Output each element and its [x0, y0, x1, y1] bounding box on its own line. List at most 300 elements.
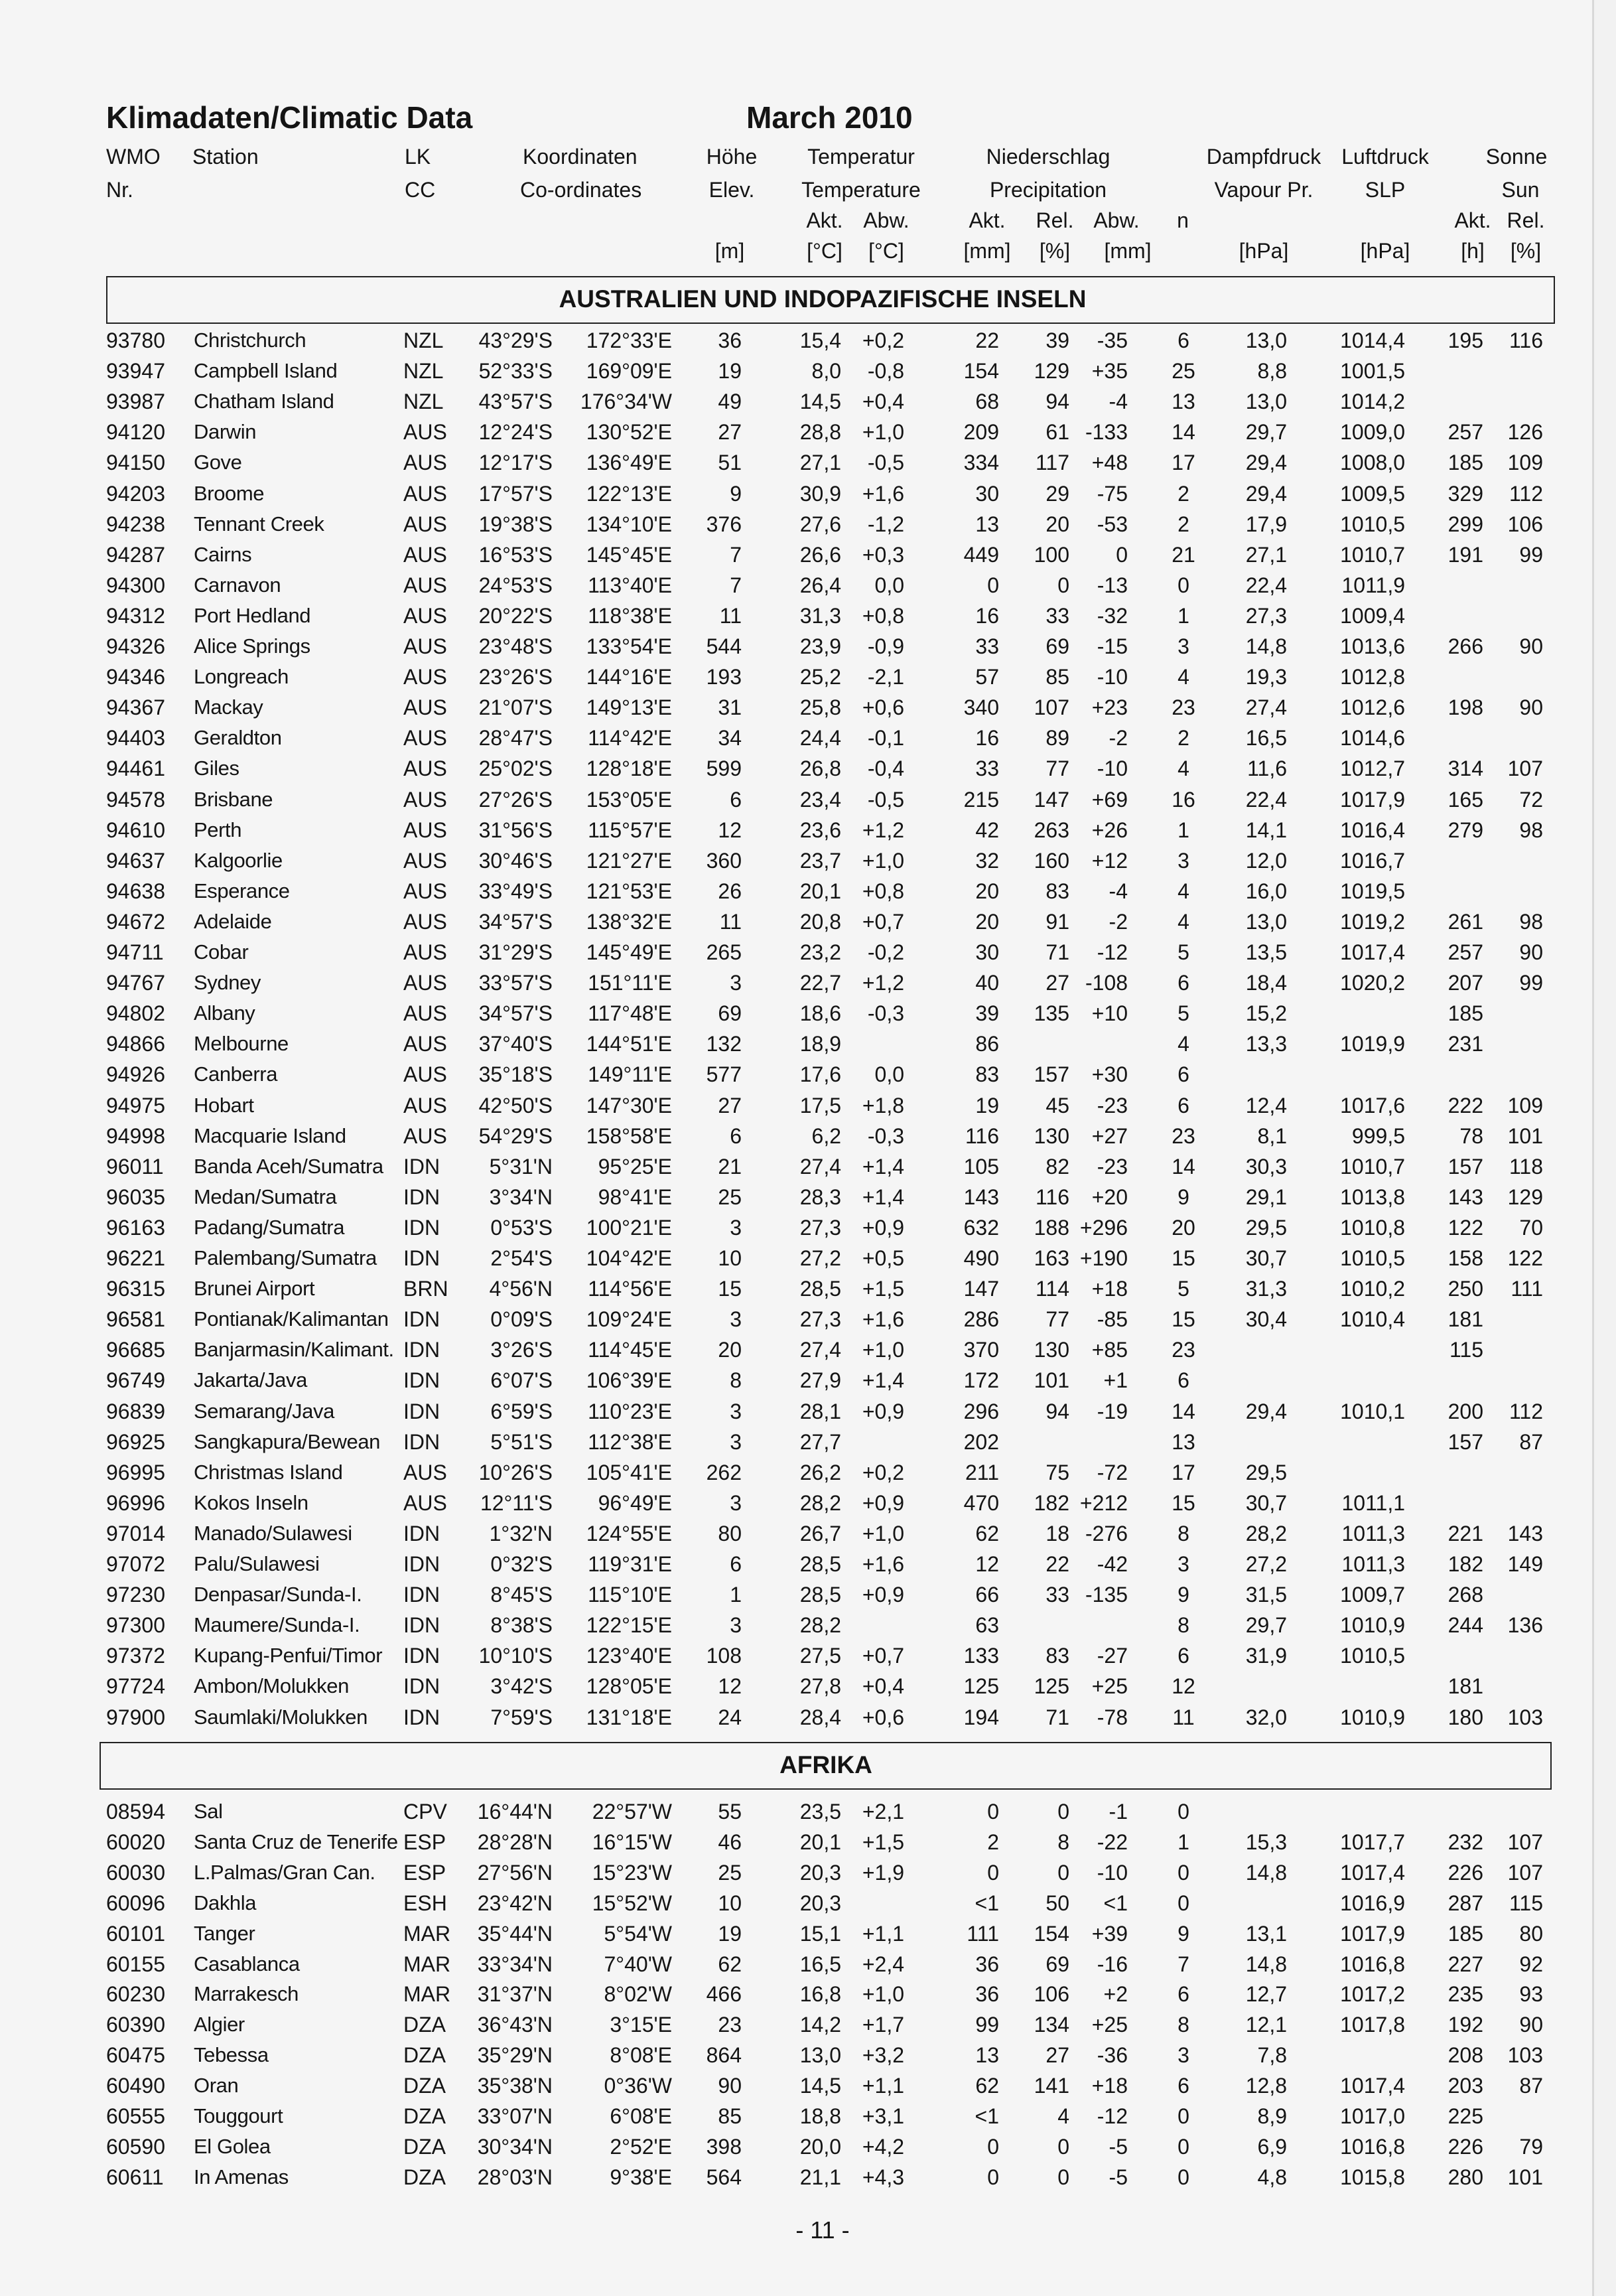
table-cell: Pontianak/Kalimantan — [194, 1307, 389, 1331]
table-cell: 28,3 — [799, 1184, 841, 1209]
table-cell: 17,6 — [799, 1062, 841, 1087]
table-cell: 27,5 — [799, 1644, 841, 1668]
table-cell: 3 — [730, 1215, 742, 1240]
table-cell: 1014,2 — [1340, 390, 1405, 414]
table-cell: 26 — [718, 879, 742, 903]
table-cell: 91 — [1045, 909, 1069, 934]
table-cell: 0°32'S — [490, 1552, 553, 1576]
table-cell: 35°38'N — [477, 2074, 553, 2098]
table-cell: 8,8 — [1257, 359, 1287, 384]
table-cell: 18,4 — [1245, 971, 1287, 995]
table-cell: AUS — [403, 1460, 447, 1484]
table-cell: Touggourt — [194, 2104, 283, 2127]
table-cell: Brisbane — [194, 787, 273, 811]
table-cell: 4 — [1057, 2104, 1069, 2128]
table-cell: 8 — [730, 1368, 742, 1393]
table-row — [0, 417, 1616, 447]
table-cell: Kokos Inseln — [194, 1490, 308, 1514]
table-cell: 157 — [1034, 1062, 1069, 1087]
table-cell: 29,7 — [1245, 1613, 1287, 1638]
table-cell: 128°18'E — [586, 756, 672, 781]
table-cell: 60611 — [106, 2165, 164, 2189]
table-cell: -5 — [1109, 2165, 1128, 2189]
table-cell: 130°52'E — [586, 420, 672, 445]
table-cell: 71 — [1045, 940, 1069, 964]
table-cell: 1010,8 — [1340, 1215, 1405, 1240]
table-cell: AUS — [403, 665, 447, 689]
table-cell: -85 — [1097, 1307, 1128, 1332]
table-cell: 52°33'S — [478, 359, 553, 384]
table-cell: 78 — [1459, 1123, 1483, 1148]
table-cell: 94802 — [106, 1001, 165, 1026]
table-cell: 13,3 — [1245, 1032, 1287, 1056]
table-cell: 20 — [1172, 1215, 1195, 1240]
table-cell: 1010,9 — [1340, 1613, 1405, 1638]
table-cell: 28,2 — [799, 1490, 841, 1515]
table-cell: -10 — [1097, 756, 1128, 781]
table-cell: 144°51'E — [586, 1032, 672, 1056]
table-cell: 33°57'S — [478, 971, 553, 995]
table-cell: 13,1 — [1245, 1921, 1287, 1946]
table-cell: 108 — [706, 1644, 742, 1668]
table-cell: 23,6 — [799, 818, 841, 842]
table-cell: 8 — [1178, 1613, 1189, 1638]
table-cell: 3 — [1178, 1552, 1189, 1576]
table-cell: 1010,5 — [1340, 512, 1405, 536]
table-cell: Giles — [194, 756, 239, 780]
table-cell: 24,4 — [799, 726, 841, 751]
table-cell: Algier — [194, 2013, 245, 2037]
table-cell: 99 — [1519, 971, 1543, 995]
table-cell: AUS — [403, 940, 447, 964]
table-cell: 101 — [1034, 1368, 1069, 1393]
table-cell: 20°22'S — [478, 603, 553, 628]
table-cell: 6 — [730, 787, 742, 812]
table-cell: DZA — [403, 2104, 446, 2128]
table-cell: 96011 — [106, 1154, 164, 1179]
table-cell: 1017,9 — [1340, 787, 1405, 812]
table-cell: 334 — [963, 451, 999, 475]
table-cell: +0,8 — [862, 603, 904, 628]
header-h2-3: Elev. — [708, 178, 755, 202]
table-cell: 8 — [1057, 1830, 1069, 1854]
table-cell: 25 — [718, 1184, 742, 1209]
table-cell: 115 — [1509, 1891, 1543, 1915]
table-cell: Sal — [194, 1800, 223, 1823]
table-cell: 60155 — [106, 1952, 165, 1976]
table-cell: 163 — [1034, 1246, 1069, 1270]
table-cell: 28,8 — [799, 420, 841, 445]
table-cell: 33°34'N — [477, 1952, 553, 1976]
table-cell: 5 — [1178, 940, 1189, 964]
table-cell: 470 — [963, 1490, 999, 1515]
table-cell: 160 — [1034, 848, 1069, 873]
table-cell: +85 — [1091, 1338, 1128, 1362]
table-row — [0, 906, 1616, 937]
table-cell: +0,4 — [862, 1674, 904, 1699]
table-cell: Adelaide — [194, 909, 272, 933]
table-cell: 490 — [963, 1246, 999, 1270]
table-cell: +1,7 — [862, 2013, 904, 2037]
table-cell: AUS — [403, 481, 447, 506]
table-cell: Jakarta/Java — [194, 1368, 307, 1392]
table-row — [0, 539, 1616, 570]
table-cell: 114°42'E — [588, 726, 672, 751]
table-cell: AUS — [403, 695, 447, 720]
table-cell: NZL — [403, 328, 444, 352]
table-cell: 115°10'E — [588, 1583, 672, 1607]
table-cell: IDN — [403, 1338, 440, 1362]
table-cell: +1,5 — [862, 1830, 904, 1854]
table-cell: Christmas Island — [194, 1460, 343, 1484]
table-cell: 131°18'E — [586, 1705, 672, 1729]
table-cell: 1019,9 — [1340, 1032, 1405, 1056]
table-row — [0, 1640, 1616, 1671]
table-cell: 10°10'S — [478, 1644, 553, 1668]
table-cell: 106°39'E — [586, 1368, 672, 1393]
table-cell: 194 — [963, 1705, 999, 1729]
table-cell: 107 — [1507, 756, 1543, 781]
table-cell: AUS — [403, 542, 447, 567]
table-cell: 1012,7 — [1340, 756, 1405, 781]
table-cell: 20,3 — [799, 1860, 841, 1885]
table-cell: -2 — [1109, 909, 1128, 934]
table-cell: 195 — [1448, 328, 1483, 352]
table-cell: 85 — [1045, 665, 1069, 689]
table-cell: 42°50'S — [478, 1093, 553, 1117]
table-cell: +1,2 — [862, 818, 904, 842]
table-cell: AUS — [403, 756, 447, 781]
table-cell: 96749 — [106, 1368, 165, 1393]
table-cell: 22°57'W — [592, 1800, 672, 1824]
table-cell: 340 — [963, 695, 999, 720]
table-cell: 98°41'E — [598, 1184, 672, 1209]
table-cell: 577 — [706, 1062, 742, 1087]
table-cell: 83 — [1045, 879, 1069, 903]
table-cell: 209 — [963, 420, 999, 445]
table-cell: MAR — [403, 1952, 451, 1976]
table-cell: 20,3 — [799, 1891, 841, 1915]
table-cell: AUS — [403, 848, 447, 873]
table-cell: 3°34'N — [489, 1184, 553, 1209]
table-cell: 1010,7 — [1340, 542, 1405, 567]
table-cell: Ambon/Molukken — [194, 1674, 349, 1698]
table-cell: 0 — [987, 1800, 999, 1824]
table-cell: 198 — [1448, 695, 1483, 720]
table-cell: 0 — [987, 2134, 999, 2159]
table-cell: Mackay — [194, 695, 263, 719]
table-cell: -108 — [1085, 971, 1128, 995]
table-cell: Sangkapura/Bewean — [194, 1429, 381, 1453]
table-cell: 94461 — [106, 756, 165, 781]
table-row — [0, 356, 1616, 386]
table-cell: 11 — [719, 909, 742, 934]
header-h1-8: Luftdruck — [1341, 145, 1429, 169]
table-row — [0, 2101, 1616, 2131]
table-cell: 1014,4 — [1340, 328, 1405, 352]
table-cell: 23,5 — [799, 1800, 841, 1824]
table-cell: IDN — [403, 1705, 440, 1729]
header-h1-3: Koordinaten — [523, 145, 638, 169]
table-cell: 1008,0 — [1340, 451, 1405, 475]
table-row — [0, 1396, 1616, 1427]
table-cell: IDN — [403, 1368, 440, 1393]
table-cell: 121°27'E — [586, 848, 672, 873]
table-cell: 50 — [1045, 1891, 1069, 1915]
table-cell: 227 — [1448, 1952, 1483, 1976]
table-row — [0, 1334, 1616, 1365]
table-cell: 14,8 — [1245, 1952, 1287, 1976]
table-cell: 8°45'S — [490, 1583, 553, 1607]
table-cell: -133 — [1085, 420, 1128, 445]
table-cell: 13 — [975, 512, 999, 536]
table-cell: 69 — [1045, 634, 1069, 658]
table-row — [0, 1029, 1616, 1059]
table-row — [0, 1918, 1616, 1949]
table-cell: 87 — [1519, 2074, 1543, 2098]
table-cell: 90 — [718, 2074, 742, 2098]
table-cell: +20 — [1091, 1184, 1128, 1209]
table-cell: +1,9 — [862, 1860, 904, 1885]
table-cell: 27,2 — [799, 1246, 841, 1270]
table-cell: 231 — [1448, 1032, 1483, 1056]
table-cell: 28,1 — [799, 1399, 841, 1423]
header-h2-8: Sun — [1501, 178, 1540, 202]
table-cell: 0 — [1057, 2134, 1069, 2159]
table-cell: 60590 — [106, 2134, 165, 2159]
table-cell: +0,9 — [862, 1399, 904, 1423]
table-cell: 125 — [1034, 1674, 1069, 1699]
table-row — [0, 1518, 1616, 1549]
table-cell: 1015,8 — [1340, 2165, 1405, 2189]
table-row — [0, 784, 1616, 815]
table-cell: 2 — [987, 1830, 999, 1854]
table-cell: -32 — [1097, 603, 1128, 628]
table-cell: -27 — [1097, 1644, 1128, 1668]
table-cell: +1,0 — [862, 1338, 904, 1362]
header-h3-2: Akt. — [969, 208, 1006, 232]
table-cell: 19°38'S — [478, 512, 553, 536]
table-cell: 14 — [1172, 420, 1195, 445]
table-cell: 37°40'S — [478, 1032, 553, 1056]
table-cell: 864 — [706, 2043, 742, 2068]
table-cell: +0,9 — [862, 1490, 904, 1515]
table-cell: ESP — [403, 1830, 446, 1854]
header-h2-4: Temperature — [801, 178, 921, 202]
table-row — [0, 937, 1616, 968]
table-cell: +48 — [1091, 451, 1128, 475]
table-cell: 105°41'E — [586, 1460, 672, 1484]
table-cell: AUS — [403, 1062, 447, 1087]
table-cell: +0,7 — [862, 1644, 904, 1668]
table-cell: 20,0 — [799, 2134, 841, 2159]
table-cell: 207 — [1448, 971, 1483, 995]
table-cell: BRN — [403, 1277, 448, 1301]
table-cell: 94203 — [106, 481, 165, 506]
table-cell: 133 — [963, 1644, 999, 1668]
table-cell: 99 — [975, 2013, 999, 2037]
table-cell: 165 — [1448, 787, 1483, 812]
table-cell: 19,3 — [1245, 665, 1287, 689]
table-cell: +1,0 — [862, 420, 904, 445]
table-cell: 182 — [1034, 1490, 1069, 1515]
table-cell: <1 — [1103, 1891, 1128, 1915]
table-cell: +69 — [1091, 787, 1128, 812]
table-cell: 28°03'N — [477, 2165, 553, 2189]
table-cell: 6°59'S — [490, 1399, 553, 1423]
table-cell: Campbell Island — [194, 359, 338, 383]
table-cell: 25 — [718, 1860, 742, 1885]
table-cell: 34°57'S — [478, 909, 553, 934]
table-cell: 94150 — [106, 451, 165, 475]
table-cell: Marrakesch — [194, 1982, 299, 2006]
table-cell: 27,3 — [799, 1215, 841, 1240]
table-cell: Canberra — [194, 1062, 278, 1086]
table-cell: 14 — [1172, 1154, 1195, 1179]
table-cell: 28°47'S — [478, 726, 553, 751]
table-cell: +25 — [1091, 1674, 1128, 1699]
table-cell: 107 — [1507, 1830, 1543, 1854]
table-cell: 27°56'N — [477, 1860, 553, 1885]
table-cell: +1,2 — [862, 971, 904, 995]
table-cell: 96221 — [106, 1246, 165, 1270]
table-cell: 286 — [963, 1307, 999, 1332]
table-cell: Carnavon — [194, 573, 281, 597]
table-cell: 632 — [963, 1215, 999, 1240]
table-row — [0, 601, 1616, 631]
table-cell: 172 — [963, 1368, 999, 1393]
table-cell: 27 — [1045, 2043, 1069, 2068]
table-cell: 94312 — [106, 603, 165, 628]
table-cell: +39 — [1091, 1921, 1128, 1946]
table-cell: 89 — [1045, 726, 1069, 751]
table-cell: 111 — [1511, 1277, 1543, 1301]
table-cell: Tebessa — [194, 2043, 269, 2067]
table-cell: 94711 — [106, 940, 164, 964]
table-cell: 280 — [1448, 2165, 1483, 2189]
table-row — [0, 1182, 1616, 1212]
table-cell: 0 — [987, 2165, 999, 2189]
table-cell: 100°21'E — [586, 1215, 672, 1240]
table-cell: 10 — [718, 1891, 742, 1915]
table-cell: 329 — [1448, 481, 1483, 506]
table-row — [0, 1059, 1616, 1090]
table-cell: 157 — [1448, 1154, 1483, 1179]
table-cell: 40 — [975, 971, 999, 995]
table-cell: 116 — [1035, 1184, 1069, 1209]
table-cell: 134°10'E — [586, 512, 672, 536]
table-cell: 94238 — [106, 512, 165, 536]
table-row — [0, 1549, 1616, 1579]
table-cell: Tennant Creek — [194, 512, 324, 536]
table-cell: 14,5 — [799, 2074, 841, 2098]
table-cell: Kalgoorlie — [194, 848, 283, 872]
table-cell: +0,6 — [862, 1705, 904, 1729]
table-cell: 107 — [1507, 1860, 1543, 1885]
table-cell: 23 — [1172, 1338, 1195, 1362]
table-cell: 265 — [706, 940, 742, 964]
table-cell: 544 — [706, 634, 742, 658]
table-cell: 226 — [1448, 2134, 1483, 2159]
table-cell: 7°40'W — [604, 1952, 672, 1976]
table-cell: 34°57'S — [478, 1001, 553, 1026]
table-cell: 46 — [718, 1830, 742, 1854]
table-cell: +30 — [1091, 1062, 1128, 1087]
table-row — [0, 570, 1616, 601]
table-cell: Santa Cruz de Tenerife — [194, 1830, 398, 1853]
table-cell: 71 — [1045, 1705, 1069, 1729]
table-cell: Manado/Sulawesi — [194, 1521, 352, 1545]
table-cell: Perth — [194, 818, 242, 841]
table-cell: ESH — [403, 1891, 447, 1915]
section-title-1: AFRIKA — [779, 1751, 872, 1778]
table-cell: +212 — [1079, 1490, 1128, 1515]
table-cell: IDN — [403, 1246, 440, 1270]
table-cell: 13 — [1172, 1429, 1195, 1454]
table-cell: 16,8 — [799, 1982, 841, 2007]
table-cell: 24°53'S — [478, 573, 553, 597]
table-cell: AUS — [403, 573, 447, 597]
table-cell: 14,2 — [799, 2013, 841, 2037]
header-h2-5: Precipitation — [989, 178, 1107, 202]
table-cell: 93987 — [106, 390, 165, 414]
table-cell: 0°09'S — [490, 1307, 553, 1332]
table-cell: 129 — [1034, 359, 1069, 384]
table-cell: 57 — [975, 665, 999, 689]
table-cell: 31,3 — [1245, 1277, 1287, 1301]
table-cell: 4 — [1178, 909, 1189, 934]
table-cell: 33 — [975, 756, 999, 781]
table-row — [0, 723, 1616, 753]
table-cell: 4,8 — [1257, 2165, 1287, 2189]
table-cell: 13,5 — [1245, 940, 1287, 964]
table-cell: Albany — [194, 1001, 255, 1025]
table-cell: 0 — [987, 573, 999, 597]
table-cell: 0 — [1178, 2104, 1189, 2128]
table-cell: 33 — [1045, 603, 1069, 628]
table-cell: IDN — [403, 1215, 440, 1240]
table-cell: 1019,2 — [1340, 909, 1405, 934]
table-cell: NZL — [403, 359, 444, 384]
table-cell: +1 — [1103, 1368, 1128, 1393]
table-cell: 94346 — [106, 665, 165, 689]
table-cell: 27,4 — [1245, 695, 1287, 720]
table-row — [0, 1796, 1616, 1827]
table-cell: 96035 — [106, 1184, 165, 1209]
table-cell: -2,1 — [867, 665, 904, 689]
table-cell: 449 — [963, 542, 999, 567]
table-cell: ESP — [403, 1860, 446, 1885]
table-cell: 17°57'S — [478, 481, 553, 506]
table-cell: 27,9 — [799, 1368, 841, 1393]
table-cell: -0,9 — [867, 634, 904, 658]
table-cell: 0 — [1178, 2134, 1189, 2159]
table-cell: 16,5 — [1245, 726, 1287, 751]
table-cell: 1009,5 — [1340, 481, 1405, 506]
table-cell: 11 — [1172, 1705, 1195, 1729]
table-cell: 16 — [1172, 787, 1195, 812]
table-cell: 92 — [1519, 1952, 1543, 1976]
table-cell: CPV — [403, 1800, 447, 1824]
table-cell: -0,3 — [867, 1001, 904, 1026]
table-cell: 13,0 — [799, 2043, 841, 2068]
table-cell: 143 — [1448, 1184, 1483, 1209]
table-cell: 96925 — [106, 1429, 165, 1454]
table-cell: 28°28'N — [477, 1830, 553, 1854]
table-cell: Maumere/Sunda-I. — [194, 1613, 360, 1637]
table-cell: 97230 — [106, 1583, 165, 1607]
table-cell: +1,6 — [862, 1307, 904, 1332]
